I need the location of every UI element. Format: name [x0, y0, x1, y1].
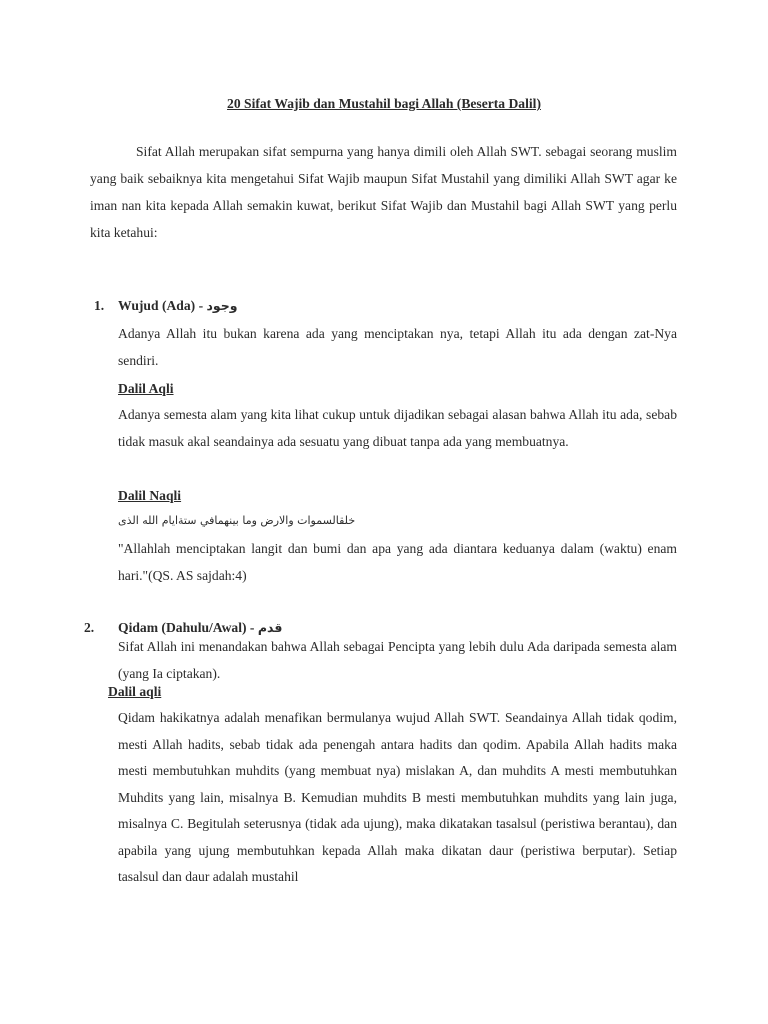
item-2-title: Qidam (Dahulu/Awal) -: [118, 620, 258, 635]
intro-paragraph: Sifat Allah merupakan sifat sempurna yang hanya dimili oleh Allah SWT. sebagai seorang muslim yang baik sebaiknya kita mengetahui Sifat Wajib maupun Sifat Mustahil yang dimiliki Allah SWT agar ke iman nan kita kepada Allah semakin kuwat, berikut Sifat Wajib dan Mustahil bagi Allah SWT yang perlu kita ketahui:: [90, 144, 677, 240]
item-1-naqli-arabic: خلقالسموات والارض وما بينهمافي ستةايام الله الذى: [118, 514, 356, 527]
item-1-naqli-translation: "Allahlah menciptakan langit dan bumi dan apa yang ada diantara keduanya dalam (waktu) enam hari."(QS. AS sajdah:4): [118, 541, 677, 583]
item-1-dalil-naqli-label: Dalil Naqli: [118, 488, 182, 503]
item-1-title: Wujud (Ada) -: [118, 298, 207, 313]
item-1-arabic: وجود: [206, 298, 238, 313]
item-1-dalil-aqli-text: Adanya semesta alam yang kita lihat cukup untuk dijadikan sebagai alasan bahwa Allah itu ada, sebab tidak masuk akal seandainya ada sesuatu yang dibuat tanpa ada yang membuatnya.: [118, 407, 677, 449]
item-2-number: 2.: [84, 620, 95, 635]
item-2-arabic: قدم: [257, 620, 283, 635]
item-1-description: Adanya Allah itu bukan karena ada yang menciptakan nya, tetapi Allah itu ada dengan zat-Nya sendiri.: [118, 326, 677, 368]
item-2-dalil-aqli-label: Dalil aqli: [108, 684, 162, 699]
item-2-dalil-aqli-text: Qidam hakikatnya adalah menafikan bermulanya wujud Allah SWT. Seandainya Allah tidak qodim, mesti Allah hadits, sebab tidak ada penengah antara hadits dan qodim. Apabila Allah hadits maka mesti membutuhkan muhdits (yang membuat nya) mislakan A, dan muhdits A mesti membutuhkan Muhdits yang lain, misalnya B. Kemudian muhdits B mesti membutuhkan muhdits yang lain juga, misalnya C. Begitulah seterusnya (tidak ada ujung), maka dikatakan tasalsul (peristiwa berantau), dan apabila yang ujung membutuhkan kepada Allah maka dikatan daur (peristiwa berputar). Setiap tasalsul dan daur adalah mustahil: [118, 710, 677, 884]
item-1-heading: [94, 298, 238, 314]
document-title: 20 Sifat Wajib dan Mustahil bagi Allah (Beserta Dalil): [227, 96, 541, 111]
item-1-number: 1.: [94, 298, 105, 313]
item-2-description: Sifat Allah ini menandakan bahwa Allah sebagai Pencipta yang lebih dulu Ada daripada semesta alam (yang Ia ciptakan).: [118, 639, 677, 681]
item-1-dalil-aqli-label: Dalil Aqli: [118, 381, 174, 396]
